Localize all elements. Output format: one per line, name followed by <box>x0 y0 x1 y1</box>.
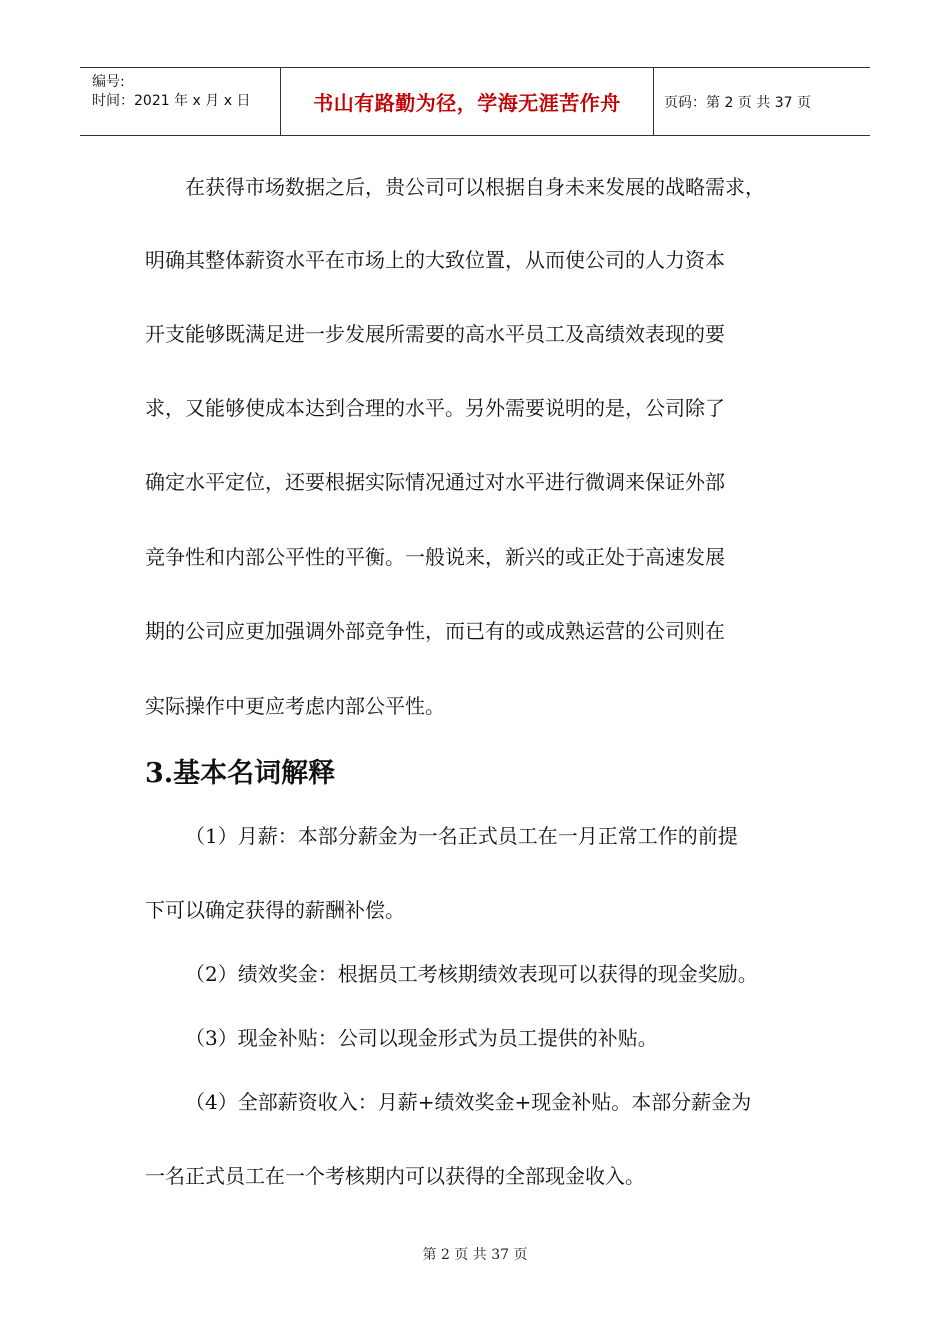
header-table <box>80 67 870 136</box>
header-page-info: 页码：第 2 页 共 37 页 <box>664 94 811 111</box>
paragraph-line: 实际操作中更应考虑内部公平性。 <box>145 694 445 718</box>
definition-line: （4）全部薪资收入：月薪+绩效奖金+现金补贴。本部分薪金为 <box>185 1090 752 1114</box>
paragraph-line: 明确其整体薪资水平在市场上的大致位置，从而使公司的人力资本 <box>145 248 725 272</box>
paragraph-line: 确定水平定位，还要根据实际情况通过对水平进行微调来保证外部 <box>145 470 725 494</box>
header-number-label: 编号: <box>92 74 125 90</box>
paragraph-line: 开支能够既满足进一步发展所需要的高水平员工及高绩效表现的要 <box>145 322 725 346</box>
header-time-label: 时间：2021 年 x 月 x 日 <box>92 93 251 109</box>
definition-line: 下可以确定获得的薪酬补偿。 <box>145 898 405 922</box>
paragraph-line: 求，又能够使成本达到合理的水平。另外需要说明的是，公司除了 <box>145 396 725 420</box>
definition-line: （1）月薪：本部分薪金为一名正式员工在一月正常工作的前提 <box>185 824 738 848</box>
paragraph-line: 在获得市场数据之后，贵公司可以根据自身未来发展的战略需求， <box>185 175 765 199</box>
page-footer: 第 2 页 共 37 页 <box>422 1247 528 1263</box>
definition-line: （3）现金补贴：公司以现金形式为员工提供的补贴。 <box>185 1026 658 1050</box>
definition-line: 一名正式员工在一个考核期内可以获得的全部现金收入。 <box>145 1164 645 1188</box>
paragraph-line: 竞争性和内部公平性的平衡。一般说来，新兴的或正处于高速发展 <box>145 545 725 569</box>
definition-line: （2）绩效奖金：根据员工考核期绩效表现可以获得的现金奖励。 <box>185 962 758 986</box>
header-motto: 书山有路勤为径，学海无涯苦作舟 <box>281 68 654 135</box>
header-left-cell <box>80 68 281 135</box>
paragraph-line: 期的公司应更加强调外部竞争性，而已有的或成熟运营的公司则在 <box>145 619 725 643</box>
section-heading: 3.基本名词解释 <box>145 758 336 789</box>
